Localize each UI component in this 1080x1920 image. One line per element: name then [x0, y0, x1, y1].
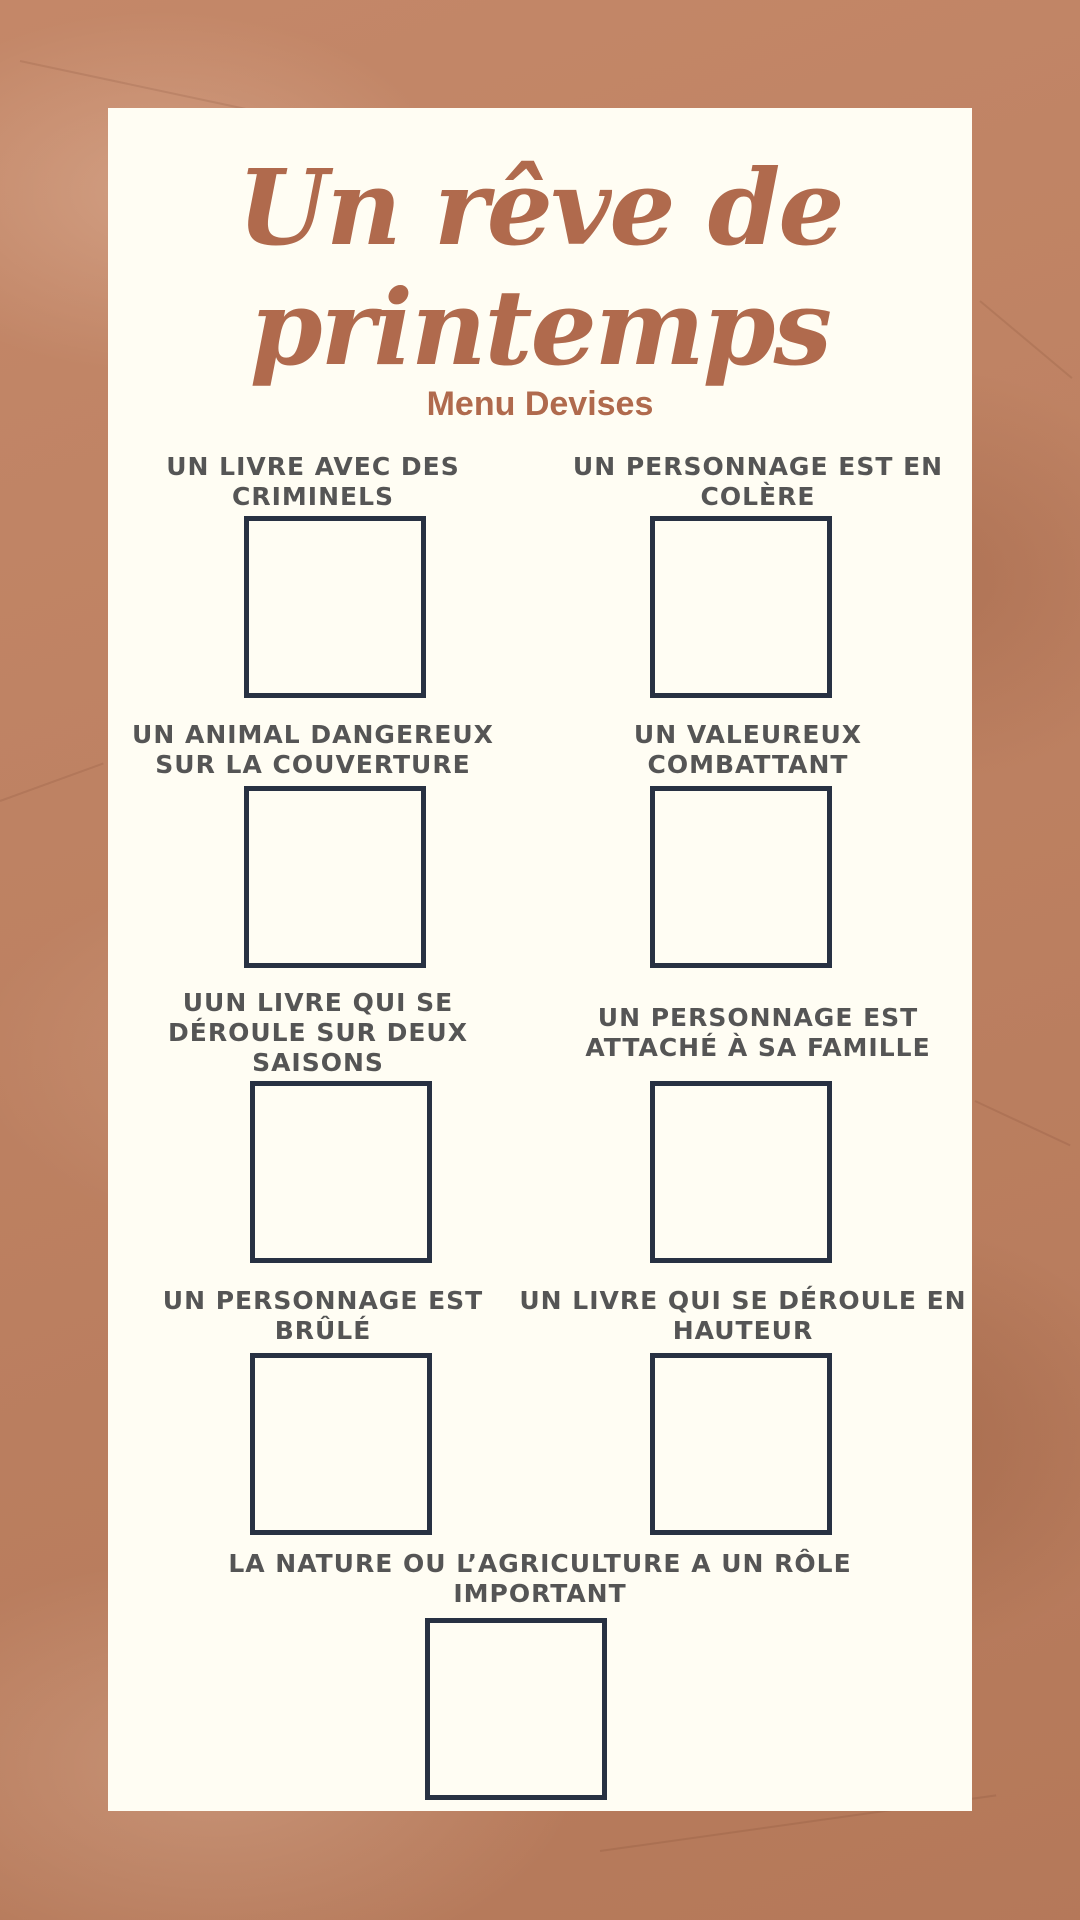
- paper-crease: [979, 300, 1072, 379]
- checkbox-square[interactable]: [650, 516, 832, 698]
- item-label: UUN LIVRE QUI SE DÉROULE SUR DEUX SAISONS: [167, 988, 468, 1077]
- item-label: UN PERSONNAGE EST BRÛLÉ: [162, 1286, 484, 1345]
- item-label: UN PERSONNAGE EST EN COLÈRE: [572, 452, 944, 511]
- checkbox-square[interactable]: [425, 1618, 607, 1800]
- checkbox-square[interactable]: [250, 1353, 432, 1535]
- menu-card: [108, 108, 972, 1811]
- checkbox-square[interactable]: [650, 1353, 832, 1535]
- item-label: LA NATURE OU L’AGRICULTURE A UN RÔLE IMPORTANT: [228, 1549, 852, 1608]
- paper-crease: [975, 1100, 1071, 1146]
- item-label: UN VALEUREUX COMBATTANT: [633, 720, 863, 779]
- title-line-1: Un rêve de: [237, 146, 843, 269]
- paper-crease: [0, 762, 104, 802]
- checkbox-square[interactable]: [244, 786, 426, 968]
- title-line-2: printemps: [249, 266, 831, 389]
- checkbox-square[interactable]: [650, 1081, 832, 1263]
- item-label: UN LIVRE QUI SE DÉROULE EN HAUTEUR: [519, 1286, 967, 1345]
- subtitle: Menu Devises: [426, 385, 654, 423]
- item-label: UN LIVRE AVEC DES CRIMINELS: [166, 452, 460, 511]
- checkbox-square[interactable]: [244, 516, 426, 698]
- item-label: UN PERSONNAGE EST ATTACHÉ À SA FAMILLE: [585, 1003, 931, 1062]
- item-label: UN ANIMAL DANGEREUX SUR LA COUVERTURE: [132, 720, 494, 779]
- checkbox-square[interactable]: [650, 786, 832, 968]
- checkbox-square[interactable]: [250, 1081, 432, 1263]
